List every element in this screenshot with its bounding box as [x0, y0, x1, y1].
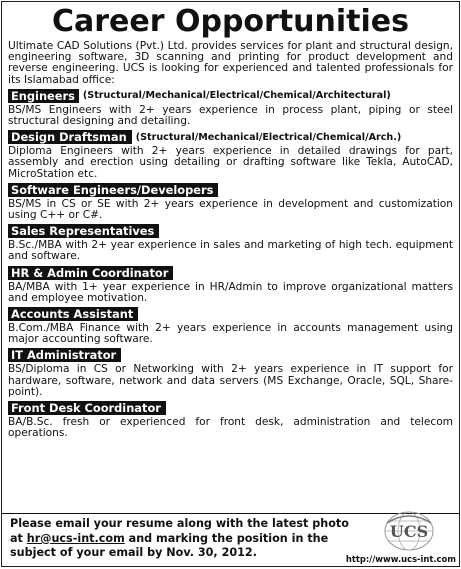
- section-title: Software Engineers/Developers: [8, 183, 218, 197]
- logo-text: UCS: [389, 522, 429, 541]
- section-text: BS/MS in CS or SE with 2+ years experience in development and customization using C++ or C#.: [8, 197, 453, 222]
- section-header: [8, 130, 453, 144]
- section-text: BS/MS Engineers with 2+ years experience in process plant, piping or steel structural designing and detailing.: [8, 103, 453, 128]
- section-text: BA/MBA with 1+ year experience in HR/Admin to improve organizational matters and employee motivation.: [8, 280, 453, 304]
- section-header: [8, 348, 453, 362]
- apply-line-1: Please email your resume along with the latest photo: [10, 517, 349, 530]
- section-title: Accounts Assistant: [8, 307, 138, 321]
- section-text: B.Sc./MBA with 2+ year experience in sales and marketing of high tech. equipment and software.: [8, 239, 453, 263]
- section-subtitle: (Structural/Mechanical/Electrical/Chemical/Arch.): [135, 131, 402, 143]
- email-link[interactable]: hr@ucs-int.com: [26, 531, 125, 545]
- section-header: [8, 266, 453, 280]
- apply-line-3: subject of your email by Nov. 30, 2012.: [10, 546, 257, 559]
- ad-body: [2, 41, 459, 439]
- apply-footer: [2, 513, 459, 566]
- ad-title: Career Opportunities: [51, 4, 409, 39]
- section-engineers: [8, 89, 453, 127]
- section-text: BS/Diploma in CS or Networking with 2+ years experience in IT support for hardware, software, network and data servers (MS Exchange, Oracle, SQL, Share-point).: [8, 363, 453, 398]
- section-header: [8, 89, 453, 103]
- section-subtitle: (Structural/Mechanical/Electrical/Chemical/Architectural): [82, 90, 391, 102]
- section-header: [8, 401, 453, 415]
- section-software-engineers: [8, 183, 453, 221]
- section-sales-representatives: [8, 224, 453, 262]
- section-header: [8, 183, 453, 197]
- section-title: IT Administrator: [8, 348, 121, 362]
- section-header: [8, 224, 453, 238]
- section-title: Front Desk Coordinator: [8, 401, 166, 415]
- section-text: Diploma Engineers with 2+ years experience in detailed drawings for part, assembly and erection using detailing or drafting software like Tekla, AutoCAD, MicroStation etc.: [8, 145, 453, 180]
- section-text: B.Com./MBA Finance with 2+ years experience in accounts management using major accounting software.: [8, 322, 453, 346]
- section-text: BA/B.Sc. fresh or experienced for front desk, administration and telecom operations.: [8, 416, 453, 440]
- website-url[interactable]: http://www.ucs-int.com: [345, 554, 456, 564]
- apply-line-2-pre: at: [10, 531, 27, 545]
- apply-line-2-post: and marking the position in the: [124, 531, 329, 545]
- apply-instructions: [2, 514, 359, 566]
- logo-area: [345, 514, 459, 566]
- intro-paragraph: Ultimate CAD Solutions (Pvt.) Ltd. provides services for plant and structural design, engineering software, 3D scanning and printing for product development and reverse engineering. UCS is looking for experienced and talented professionals for its Islamabad office:: [8, 40, 453, 86]
- section-title: Design Draftsman: [8, 130, 132, 144]
- job-advertisement: [1, 1, 460, 567]
- apply-line-2: [10, 532, 355, 547]
- section-hr-admin-coordinator: [8, 266, 453, 304]
- section-accounts-assistant: [8, 307, 453, 345]
- section-front-desk-coordinator: [8, 401, 453, 439]
- section-header: [8, 307, 453, 321]
- section-it-administrator: [8, 348, 453, 398]
- section-design-draftsman: [8, 130, 453, 180]
- ucs-globe-logo: [381, 507, 437, 553]
- section-title: HR & Admin Coordinator: [8, 266, 173, 280]
- section-title: Engineers: [8, 89, 79, 103]
- section-title: Sales Representatives: [8, 224, 159, 238]
